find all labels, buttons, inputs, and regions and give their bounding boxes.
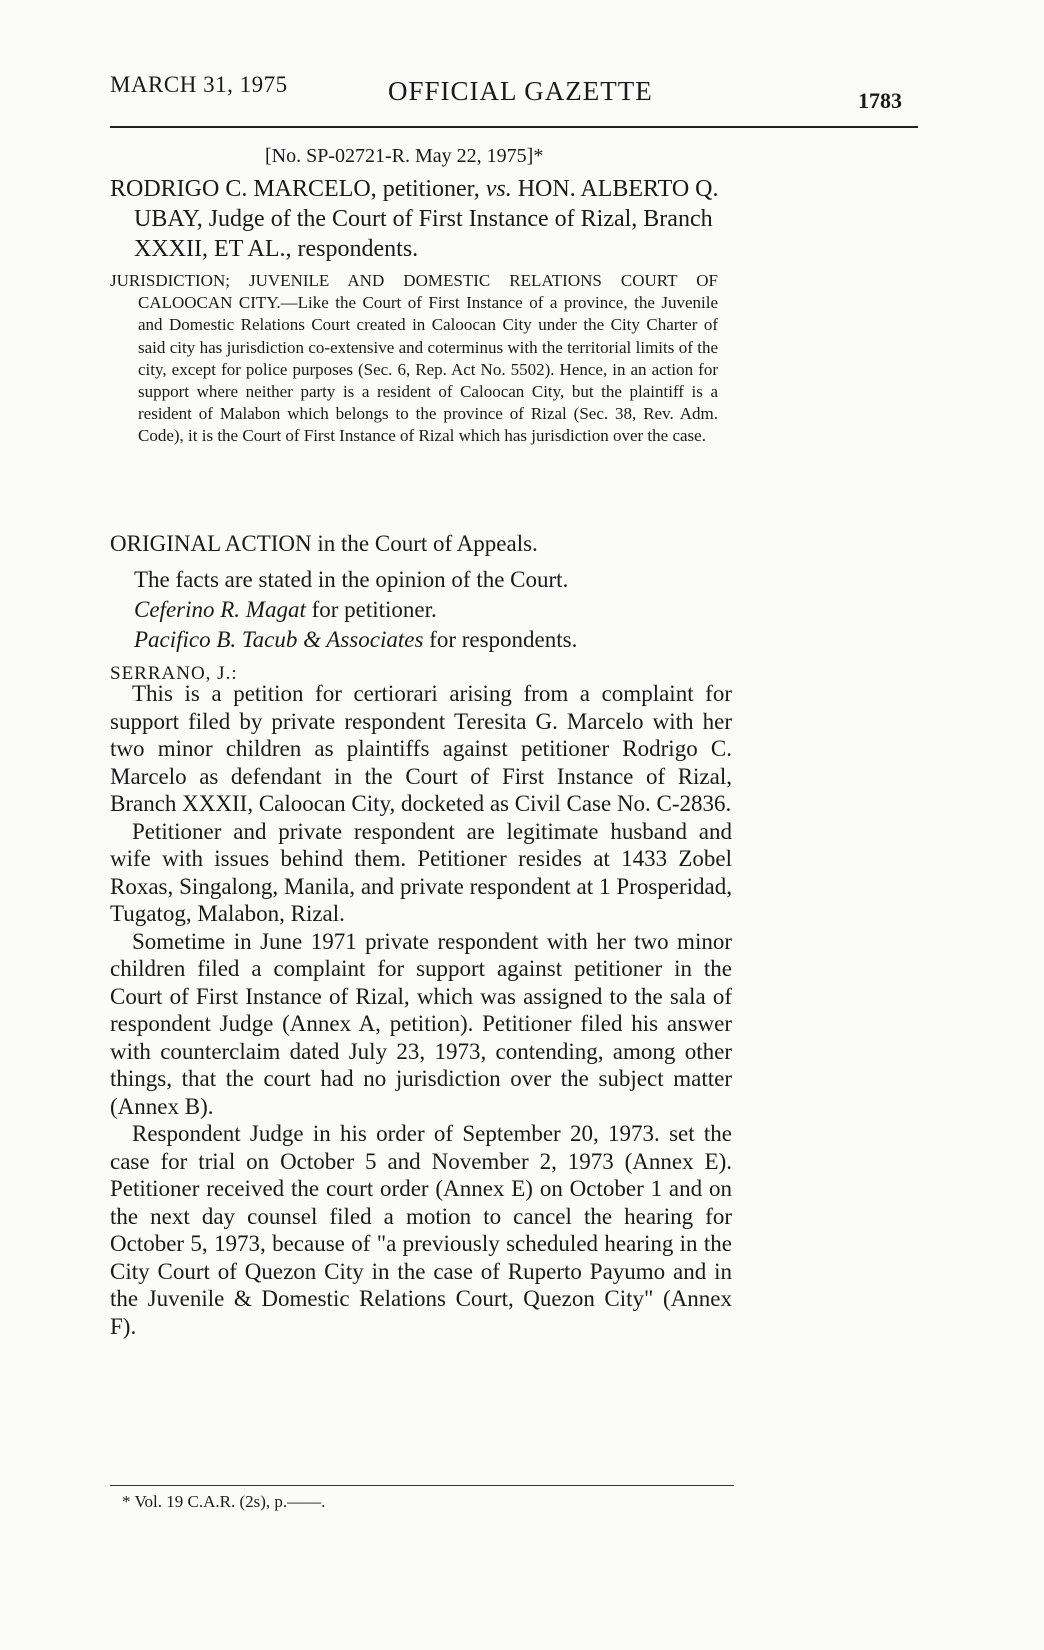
petitioner-role: petitioner,	[376, 176, 486, 202]
paragraph: Sometime in June 1971 private respondent with her two minor children filed a complaint for support against petitioner in the Court of First Instance of Rizal, which was assigned to the sala of respondent Judge (Annex A, petition). Petitioner filed his answer with counterclaim dated July 23, 1973, contending, among other things, that the court had no jurisdiction over the subject matter (Annex B).	[110, 928, 732, 1119]
paragraph: Respondent Judge in his order of September 20, 1973. set the case for trial on October 5 and November 2, 1973 (Annex E). Petitioner received the court order (Annex E) on October 1 and on the next day counsel filed a motion to cancel the hearing for October 5, 1973, because of "a previously scheduled hearing in the City Court of Quezon City in the case of Ruperto Payumo and in the Juvenile & Domestic Relations Court, Quezon City" (Annex F).	[110, 1121, 732, 1339]
page-number: 1783	[858, 88, 902, 113]
versus: vs.	[485, 176, 512, 202]
petitioner-name: RODRIGO C. MARCELO,	[110, 176, 377, 202]
respondent-name: HON. ALBERTO Q.	[511, 176, 719, 202]
syllabus	[110, 270, 718, 448]
header-rule	[110, 126, 918, 128]
respondent-description: UBAY, Judge of the Court of First Instance of Rizal, Branch XXXII, ET AL., respondents.	[134, 206, 713, 262]
paragraph: This is a petition for certiorari arising from a complaint for support filed by private respondent Teresita G. Marcelo with her two minor children as plaintiffs against petitioner Rodrigo C. Marcelo as defendant in the Court of First Instance of Rizal, Branch XXXII, Caloocan City, docketed as Civil Case No. C-2836.	[110, 681, 732, 816]
counsel-respondent-name: Pacifico B. Tacub & Associates	[134, 627, 424, 652]
footnote-rule	[110, 1485, 734, 1486]
counsel-respondent	[110, 626, 774, 654]
syllabus-text: JURISDICTION; JUVENILE AND DOMESTIC RELATIONS COURT OF CALOOCAN CITY.—Like the Court of First Instance of a province, the Juvenile and Domestic Relations Court created in Caloocan City under the City Charter of said city has jurisdiction co-extensive and coterminus with the territorial limits of the city, except for police purposes (Sec. 6, Rep. Act No. 5502). Hence, in an action for support where neither party is a resident of Caloocan City, but the plaintiff is a resident of Malabon which belongs to the province of Rizal (Sec. 38, Rev. Adm. Code), it is the Court of First Instance of Rizal which has jurisdiction over the case.	[110, 271, 718, 446]
original-action: ORIGINAL ACTION in the Court of Appeals.	[110, 531, 538, 556]
case-number: [No. SP-02721-R. May 22, 1975]*	[265, 145, 544, 167]
paragraph: Petitioner and private respondent are legitimate husband and wife with issues behind them. Petitioner resides at 1433 Zobel Roxas, Singalong, Manila, and private respondent at 1 Prosperidad, Tugatog, Malabon, Rizal.	[110, 818, 732, 926]
counsel-respondent-suffix: for respondents.	[423, 627, 578, 652]
ponente: SERRANO, J.:	[110, 663, 238, 684]
counsel-petitioner-suffix: for petitioner.	[305, 597, 437, 622]
counsel-petitioner-name: Ceferino R. Magat	[134, 597, 306, 622]
opinion-body	[110, 680, 732, 1340]
counsel-petitioner	[110, 596, 774, 624]
case-caption	[110, 174, 750, 264]
facts-statement: The facts are stated in the opinion of the Court.	[134, 567, 569, 592]
footnote: * Vol. 19 C.A.R. (2s), p.——.	[122, 1492, 326, 1511]
header-date: MARCH 31, 1975	[110, 72, 288, 97]
header-title: OFFICIAL GAZETTE	[388, 76, 653, 106]
